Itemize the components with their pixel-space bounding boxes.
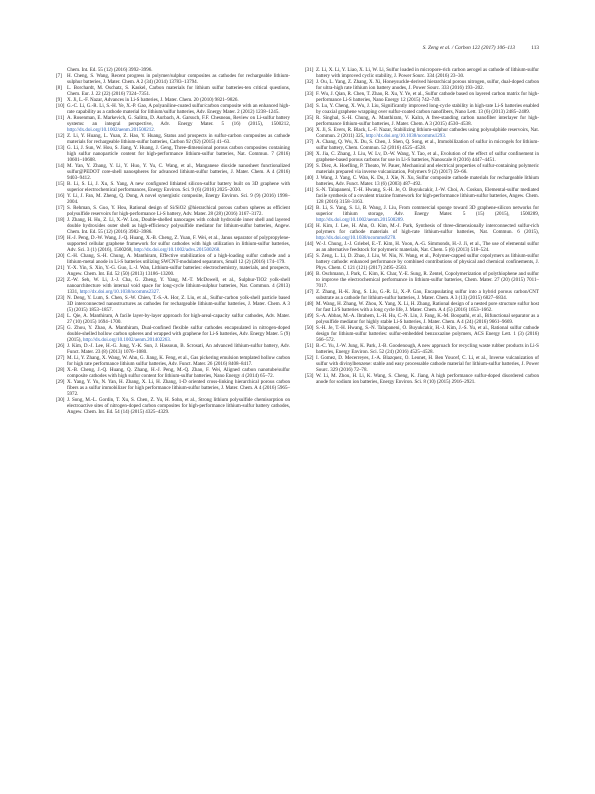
reference-entry: [305, 163, 539, 175]
reference-number: [45]: [305, 253, 314, 259]
reference-entry: [305, 175, 539, 187]
reference-text: X. Yang, Y. Yu, N. Yan, H. Zhang, X. Li, H. Zhang, 1-D oriented cross-linking hierarchical porous carbon fibers as a sulfur immobilizer for high performance lithium-sulfur batteries, J. Mater. Chem. A 4 (2016) 5965–5972.: [67, 379, 290, 397]
reference-entry: [305, 127, 539, 139]
reference-number: [27]: [56, 355, 65, 361]
reference-text: Chem. Int. Ed. 55 (12) (2016) 3992–3996.: [67, 67, 153, 73]
reference-text: J. Zhang, H. Hu, Z. Li, X.-W. Lou, Double-shelled nanocages with cobalt hydroxide inner shell and layered double hydroxides outer shell as high-efficiency polysulfide mediator for lithium-sulfur batteries, Angew. Chem. Int. Ed. 55 (12) (2016) 3982–3986.: [67, 217, 290, 235]
reference-entry: [305, 223, 539, 241]
page-number: 113: [531, 45, 539, 51]
reference-number: [44]: [305, 241, 314, 247]
reference-number: [22]: [56, 277, 65, 283]
reference-number: [7]: [56, 73, 62, 79]
reference-text: S.-H. Je, T.-H. Hwang, S.-N. Talapaneni, O. Buyukcakir, H.-J. Kim, J.-S. Yu, et al., Rational sulfur cathode design for lithium-sulfur batteries: sulfur-embedded benzoxazine polymers, ACS Energy Lett. 1 (3) (2016) 566–572.: [316, 325, 539, 343]
reference-text: W. Li, M. Zhou, H. Li, K. Wang, S. Cheng, K. Jiang, A high performance sulfur-doped disordered carbon anode for sodium ion batteries, Energy Environ. Sci. 8 (10) (2015) 2916–2921.: [316, 373, 539, 385]
reference-text: B. Li, S. Li, J. Xu, S. Yang, A new configured lithiated silicon-sulfur battery built on 3D graphene with superior electrochemical performances, Energy Environ. Sci. 9 (6) (2016) 2025–2030.: [67, 181, 290, 193]
reference-entry: [56, 265, 290, 277]
reference-text: X. Jia, C. Zhang, J. Liu, W. Lv, D.-W. Wang, Y. Tao, et al., Evolution of the effect of sulfur confinement in graphene-based porous carbons for use in Li-S batteries, Nanoscale 8 (2016) 4447–4451.: [316, 151, 539, 163]
doi-link[interactable]: http://dx.doi.org/10.1002/aenm.201500212.: [67, 127, 156, 133]
reference-entry: [56, 133, 290, 145]
reference-number: [14]: [56, 163, 65, 169]
references-right-column: [305, 67, 539, 385]
reference-text: G. Li, J. Sun, W. Hou, S. Jiang, Y. Huang, J. Geng, Three-dimensional porous carbon composites containing high sulfur nanoparticle content for high-performance lithium-sulfur batteries, Nat. Commun. 7 (2016) 10601–10608.: [67, 145, 290, 163]
reference-text: G. Zhou, Y. Zhao, A. Manthiram, Dual-confined flexible sulfur cathodes encapsulated in nitrogen-doped double-shelled hollow carbon spheres and wrapped with graphene for Li-S batteries, Adv. Energy Mater. 5 (9) (2015),: [67, 325, 290, 343]
doi-link[interactable]: http://dx.doi.org/10.1038/ncomms2327.: [79, 289, 161, 295]
reference-entry: [56, 367, 290, 379]
reference-number: [18]: [56, 217, 65, 223]
reference-entry: [305, 205, 539, 223]
reference-text: L. Qie, A. Manthiram, A facile layer-by-layer approach for high-areal-capacity sulfur cathodes, Adv. Mater. 27 (10) (2015) 1694–1700.: [67, 313, 290, 325]
reference-entry: [56, 181, 290, 193]
reference-text: I. Gomez, D. Mecerreyes, J.-A. Blazquez, O. Leonet, H. Ben Youcef, C. Li, et al., Inverse vulcanization of sulfur with divinylbenzene: stable and easy processable cathode material for lithium-sulfur batteries, J. Power Sourc. 329 (2016) 72–78.: [316, 355, 539, 373]
reference-entry: [305, 289, 539, 301]
reference-text: A. Chang, Q. Wu, X. Du, S. Chen, J. Shen, Q. Song, et al., Immobilization of sulfur in microgels for lithium-sulfur battery, Chem. Commun. 52 (2016) 4525–4528.: [316, 139, 539, 151]
reference-entry: [56, 205, 290, 217]
reference-text: X. Ji, L.-F. Nazar, Advances in Li-S batteries, J. Mater. Chem. 20 (2010) 9821–9826.: [67, 97, 239, 103]
reference-text: G.-C. Li, G.-R. Li, S.-H. Ye, X.-P. Gao, A polyaniline-coated sulfur/carbon composite with an enhanced high-rate capability as a cathode material for lithium/sulfur batteries, Adv. Energy Mater. 2 (2012) 1238–1245.: [67, 103, 290, 115]
reference-number: [34]: [305, 103, 314, 109]
reference-text: X.-B. Cheng, J.-Q. Huang, Q. Zhang, H.-J. Peng, M.-Q. Zhao, F. Wei, Aligned carbon nanotube/sulfur composite cathodes with high sulfur content for lithium-sulfur batteries, Nano Energy 4 (2014) 65–72.: [67, 367, 290, 379]
references-left-column: [56, 67, 290, 415]
reference-text: Y.-X. Yin, S. Xin, Y.-G. Guo, L.-J. Wan, Lithium-sulfur batteries: electrochemistry, materials, and prospects, Angew. Chem. Int. Ed. 52 (50) (2013) 13186–13200.: [67, 265, 290, 277]
doi-link[interactable]: http://dx.doi.org/10.1002/aenm.201500289.: [316, 217, 405, 223]
reference-number: [13]: [56, 145, 65, 151]
reference-number: [42]: [305, 205, 314, 211]
reference-entry: [305, 67, 539, 79]
reference-number: [36]: [305, 127, 314, 133]
reference-number: [39]: [305, 163, 314, 169]
reference-entry: [305, 373, 539, 385]
reference-entry: [56, 73, 290, 85]
reference-number: [11]: [56, 115, 65, 121]
reference-text: R. Singhal, S.-H. Chung, A. Manthiram, V. Kalra, A free-standing carbon nanofiber interlayer for high-performance lithium-sulfur batteries, J. Mater. Chem. A 3 (2015) 4530–4538.: [316, 115, 539, 127]
reference-text: A. Rosenman, E. Markevich, G. Salitra, D. Aurbach, A. Garsuch, F.F. Chesneau, Review on Li-sulfur battery systems: an integral perspective, Adv. Energy Mater. 5 (16) (2015), 1500212,: [67, 115, 290, 127]
reference-entry: [305, 241, 539, 253]
reference-number: [19]: [56, 235, 65, 241]
reference-text: H. Cheng, S. Wang, Recent progress in polymer/sulphur composites as cathodes for rechargeable lithium-sulphur batteries, J. Mater. Chem. A 2 (34) (2014) 13783–13794.: [67, 73, 290, 85]
reference-entry: [305, 325, 539, 343]
reference-text: H.-J. Peng, D.-W. Wang, J.-Q. Huang, X.-B. Cheng, Z. Yuan, F. Wei, et al., Janus separator of polypropylene-supported cellular graphene framework for sulfur cathodes with high utilization in lithium-sulfur batteries, Adv. Sci. 3 (1) (2016), 1500268,: [67, 235, 290, 253]
reference-text: Y. Li, J. Fan, M. Zheng, Q. Dong, A novel synergistic composite, Energy Environ. Sci. 9 (9) (2016) 1998–2004.: [67, 193, 290, 205]
reference-text: M. Wang, H. Zhang, W. Zhou, X. Yang, X. Li, H. Zhang, Rational design of a nested pore structure sulfur host for fast Li/S batteries with a long cycle life, J. Mater. Chem. A 4 (5) (2016) 1653–1662.: [316, 301, 539, 313]
reference-entry: [305, 139, 539, 151]
reference-entry: [56, 325, 290, 343]
reference-number: [21]: [56, 265, 65, 271]
reference-text: S. Lu, Y. Cheng, X. Wu, J. Liu, Significantly improved long-cycle stability in high-rate Li-S batteries enabled by coaxial graphene wrapping over sulfur-coated carbon nanofibers, Nano Lett. 13 (6) (2013) 2485–2489.: [316, 103, 539, 115]
reference-text: L. Borchardt, M. Oschatz, S. Kaskel, Carbon materials for lithium sulfur batteries-ten critical questions, Chem. Eur. J. 22 (22) (2016) 7324–7351.: [67, 85, 290, 97]
reference-text: M. Yan, Y. Zhang, Y. Li, Y. Huo, Y. Yu, C. Wang, et al., Manganese dioxide nanosheet functionalized sulfur@PEDOT core-shell nanospheres for advanced lithium-sulfur batteries, J. Mater. Chem. A 4 (2016) 9403–9412.: [67, 163, 290, 181]
reference-number: [8]: [56, 85, 62, 91]
page-header: [56, 45, 539, 55]
reference-text: S. Zeng, L. Li, D. Zhao, J. Liu, W. Niu, N. Wang, et al., Polymer-capped sulfur copolymers as lithium-sulfur battery cathode: enhanced performance by combined contributions of physical and chemical confinements, J. Phys. Chem. C 121 (121) (2017) 2495–2503.: [316, 253, 539, 271]
reference-text: Z. Li, X. Li, Y. Liao, X. Li, W. Li, Sulfur loaded in micropore-rich carbon aerogel as cathode of lithium-sulfur battery with improved cyclic stability, J. Power Sourc. 334 (2016) 23–30.: [316, 67, 539, 79]
reference-number: [16]: [56, 193, 65, 199]
reference-text: Z.-W. Seh, W. Li, J.-J. Cha, G. Zheng, Y. Yang, M.-T. McDowell, et al., Sulphur-TiO2 yolk-shell nanoarchitecture with internal void space for long-cycle lithium-sulphur batteries, Nat. Commun. 4 (2013) 1331,: [67, 277, 290, 295]
reference-entry: [56, 355, 290, 367]
reference-text: X. Ji, S. Evers, R. Black, L.-F. Nazar, Stabilizing lithium-sulphur cathodes using polysulphide reservoirs, Nat. Commun. 2 (2011) 325,: [316, 127, 539, 139]
reference-entry: [56, 145, 290, 163]
reference-text: S.-N. Talapaneni, T.-H. Hwang, S.-H. Je, O. Buyukcakir, J.-W. Choi, A. Coskun, Elemental-sulfur mediated facile synthesis of a covalent triazine framework for high-performance lithium-sulfur batteries, Angew. Chem. 128 (2016) 3158–3163.: [316, 187, 539, 205]
reference-text: J. Wang, J. Yang, C. Wan, K. Du, J. Xie, N. Xu, Sulfur composite cathode materials for rechargeable lithium batteries, Adv. Funct. Mater. 13 (6) (2003) 487–492.: [316, 175, 539, 187]
reference-number: [29]: [56, 379, 65, 385]
reference-number: [46]: [305, 271, 314, 277]
reference-number: [25]: [56, 325, 65, 331]
reference-entry: [56, 313, 290, 325]
reference-text: H. Kim, J. Lee, H. Ahn, O. Kim, M.-J. Park, Synthesis of three-dimensionally interconnected sulfur-rich polymers for cathode materials of high-rate lithium-sulfur batteries, Nat. Commun. 6 (2015),: [316, 223, 539, 235]
reference-number: [40]: [305, 175, 314, 181]
reference-number: [53]: [305, 373, 314, 379]
reference-entry: [56, 103, 290, 115]
reference-number: [12]: [56, 133, 65, 139]
reference-text: Z. Zhang, H.-K. Jing, S. Liu, G.-R. Li, X.-P. Gao, Encapsulating sulfur into a hybrid porous carbon/CNT substrate as a cathode for lithium-sulfur batteries, J. Mater. Chem. A 3 (13) (2015) 6827–6834.: [316, 289, 539, 301]
reference-number: [9]: [56, 97, 62, 103]
reference-entry: [305, 79, 539, 91]
reference-entry: [305, 343, 539, 355]
reference-entry: [305, 313, 539, 325]
reference-text: J. Song, M.-L. Gordin, T. Xu, S. Chen, Z. Yu, H. Sohn, et al., Strong lithium polysulfide chemisorption on electroactive sites of nitrogen-doped carbon composites for high-performance lithium-sulfur battery cathodes, Angew. Chem. Int. Ed. 54 (14) (2015) 4325–4329.: [67, 397, 290, 415]
reference-text: M. Li, Y. Zhang, X. Wang, W. Ahn, G. Jiang, K. Feng, et al., Gas pickering emulsion templated hollow carbon for high rate performance lithium sulfur batteries, Adv. Funct. Mater. 26 (2016) 8408–8417.: [67, 355, 290, 367]
reference-entry: [56, 235, 290, 253]
reference-entry: [305, 271, 539, 289]
reference-entry: [305, 301, 539, 313]
running-title: S. Zeng et al. / Carbon 122 (2017) 106–113: [422, 45, 515, 51]
doi-link[interactable]: http://dx.doi.org/10.1038/ncomms8278.: [316, 235, 397, 241]
reference-entry: [56, 163, 290, 181]
reference-number: [37]: [305, 139, 314, 145]
reference-number: [48]: [305, 301, 314, 307]
reference-number: [15]: [56, 181, 65, 187]
reference-number: [30]: [56, 397, 65, 403]
reference-number: [17]: [56, 205, 65, 211]
reference-text: N. Deng, Y. Lum, S. Chen, S.-W. Chien, T.-S.-A. Hor, Z. Liu, et al., Sulfur-carbon yolk-shell particle based 3D interconnected nanostructures as cathodes for rechargeable lithium-sulfur batteries, J. Mater. Chem. A 3 (5) (2015) 1853–1857.: [67, 295, 290, 313]
reference-number: [49]: [305, 313, 314, 319]
reference-number: [41]: [305, 187, 314, 193]
reference-number: [24]: [56, 313, 65, 319]
reference-number: [50]: [305, 325, 314, 331]
reference-number: [51]: [305, 343, 314, 349]
reference-text: B. Li, S. Yang, S. Li, B. Wang, J. Liu, From commercial sponge toward 3D graphene-silicon networks for superior lithium storage, Adv. Energy Mater. 5 (15) (2015), 1500289,: [316, 205, 539, 217]
reference-number: [52]: [305, 355, 314, 361]
reference-entry: [56, 253, 290, 265]
reference-number: [28]: [56, 367, 65, 373]
reference-text: J. Ou, L. Yang, Z. Zhang, X. Xi, Honeysuckle-derived hierarchical porous nitrogen, sulfur, dual-doped carbon for ultra-high rate lithium ion battery anodes, J. Power Sourc. 333 (2016) 193–202.: [316, 79, 539, 91]
reference-text: B. Oschmann, J. Park, C. Kim, K. Char, Y.-E. Sung, R. Zentel, Copolymerization of polythiophene and sulfur to improve the electrochemical performance in lithium-sulfur batteries, Chem. Mater. 27 (20) (2015) 7011–7017.: [316, 271, 539, 289]
reference-number: [31]: [305, 67, 314, 73]
reference-text: C.-H. Chang, S.-H. Chung, A. Manthiram, Effective stabilization of a high-loading sulfur cathode and a lithium-metal anode in Li-S batteries utilizing SWCNT-modulated separators, Small 12 (2) (2016) 174–179.: [67, 253, 290, 265]
reference-text: B.-C. Yu, J.-W. Jung, K. Park, J.-B. Goodenough, A new approach for recycling waste rubber products in Li-S batteries, Energy Environ. Sci. 52 (24) (2016) 4525–4528.: [316, 343, 539, 355]
reference-entry: [56, 277, 290, 295]
reference-number: [10]: [56, 103, 65, 109]
reference-number: [33]: [305, 91, 314, 97]
reference-number: [23]: [56, 295, 65, 301]
reference-text: S. Diez, A. Hoefling, P. Theato, W. Pauer, Mechanical and electrical properties of sulfur-containing polymeric materials prepared via inverse vulcanization, Polymers 9 (2) (2017) 59–66.: [316, 163, 539, 175]
reference-text: Z. Li, Y. Huang, L. Yuan, Z. Hao, Y. Huang, Status and prospects in sulfur-carbon composites as cathode materials for rechargeable lithium-sulfur batteries, Carbon 92 (92) (2015) 41–63.: [67, 133, 290, 145]
reference-number: [32]: [305, 79, 314, 85]
reference-entry: [305, 91, 539, 103]
reference-entry: [305, 151, 539, 163]
doi-link[interactable]: http://dx.doi.org/10.1038/ncomms1293.: [365, 133, 447, 139]
reference-entry: [56, 295, 290, 313]
reference-text: F. Wu, J. Qian, R. Chen, T. Zhao, R. Xu, Y. Ye, et al., Sulfur cathode based on layered carbon matrix for high-performance Li-S batteries, Nano Energy 12 (2015) 742–749.: [316, 91, 539, 103]
reference-text: S. Rehman, S. Guo, Y. Hou, Rational design of Si/SiO2 @hierarchical porous carbon spheres as efficient polysulfide reservoirs for high-performance Li-S battery, Adv. Mater. 28 (28) (2016) 3167–3172.: [67, 205, 290, 217]
reference-entry: [56, 193, 290, 205]
reference-entry: [56, 379, 290, 397]
reference-entry: [56, 343, 290, 355]
reference-entry: [56, 115, 290, 133]
reference-entry: [56, 217, 290, 235]
reference-entry: [305, 187, 539, 205]
reference-number: [20]: [56, 253, 65, 259]
reference-text: J. Kim, D.-J. Lee, H.-G. Jung, Y.-K. Sun, J. Hassoun, B. Scrosati, An advanced lithium-sulfur battery, Adv. Funct. Mater. 23 (8) (2013) 1076–1080.: [67, 343, 290, 355]
reference-number: [47]: [305, 289, 314, 295]
reference-number: [35]: [305, 115, 314, 121]
reference-text: W.-J. Chung, J.-J. Griebel, E.-T. Kim, H. Yoon, A.-G. Simmonds, H.-J. Ji, et al., The use of elemental sulfur as an alternative feedstock for polymeric materials, Nat. Chem. 5 (6) (2013) 518–524.: [316, 241, 539, 253]
reference-number: [43]: [305, 223, 314, 229]
reference-entry: [305, 253, 539, 271]
reference-entry: [56, 397, 290, 415]
reference-entry: [305, 103, 539, 115]
reference-number: [38]: [305, 151, 314, 157]
doi-link[interactable]: http://dx.doi.org/10.1002/advs.201500268.: [133, 247, 221, 253]
reference-entry: [305, 355, 539, 373]
reference-number: [26]: [56, 343, 65, 349]
reference-entry: [56, 85, 290, 97]
reference-entry: [305, 115, 539, 127]
doi-link[interactable]: http://dx.doi.org/10.1002/aenm.201402263.: [82, 337, 172, 343]
reference-text: S.-A. Abbas, M.-A. Ibrahem, L.-H. Hu, C.-N. Lin, J. Fang, K.-M. Boopathi, et al., Bifunctional separator as a polysulfide mediator for highly stable Li-S batteries, J. Mater. Chem. A 4 (24) (2016) 9661–9669.: [316, 313, 539, 325]
